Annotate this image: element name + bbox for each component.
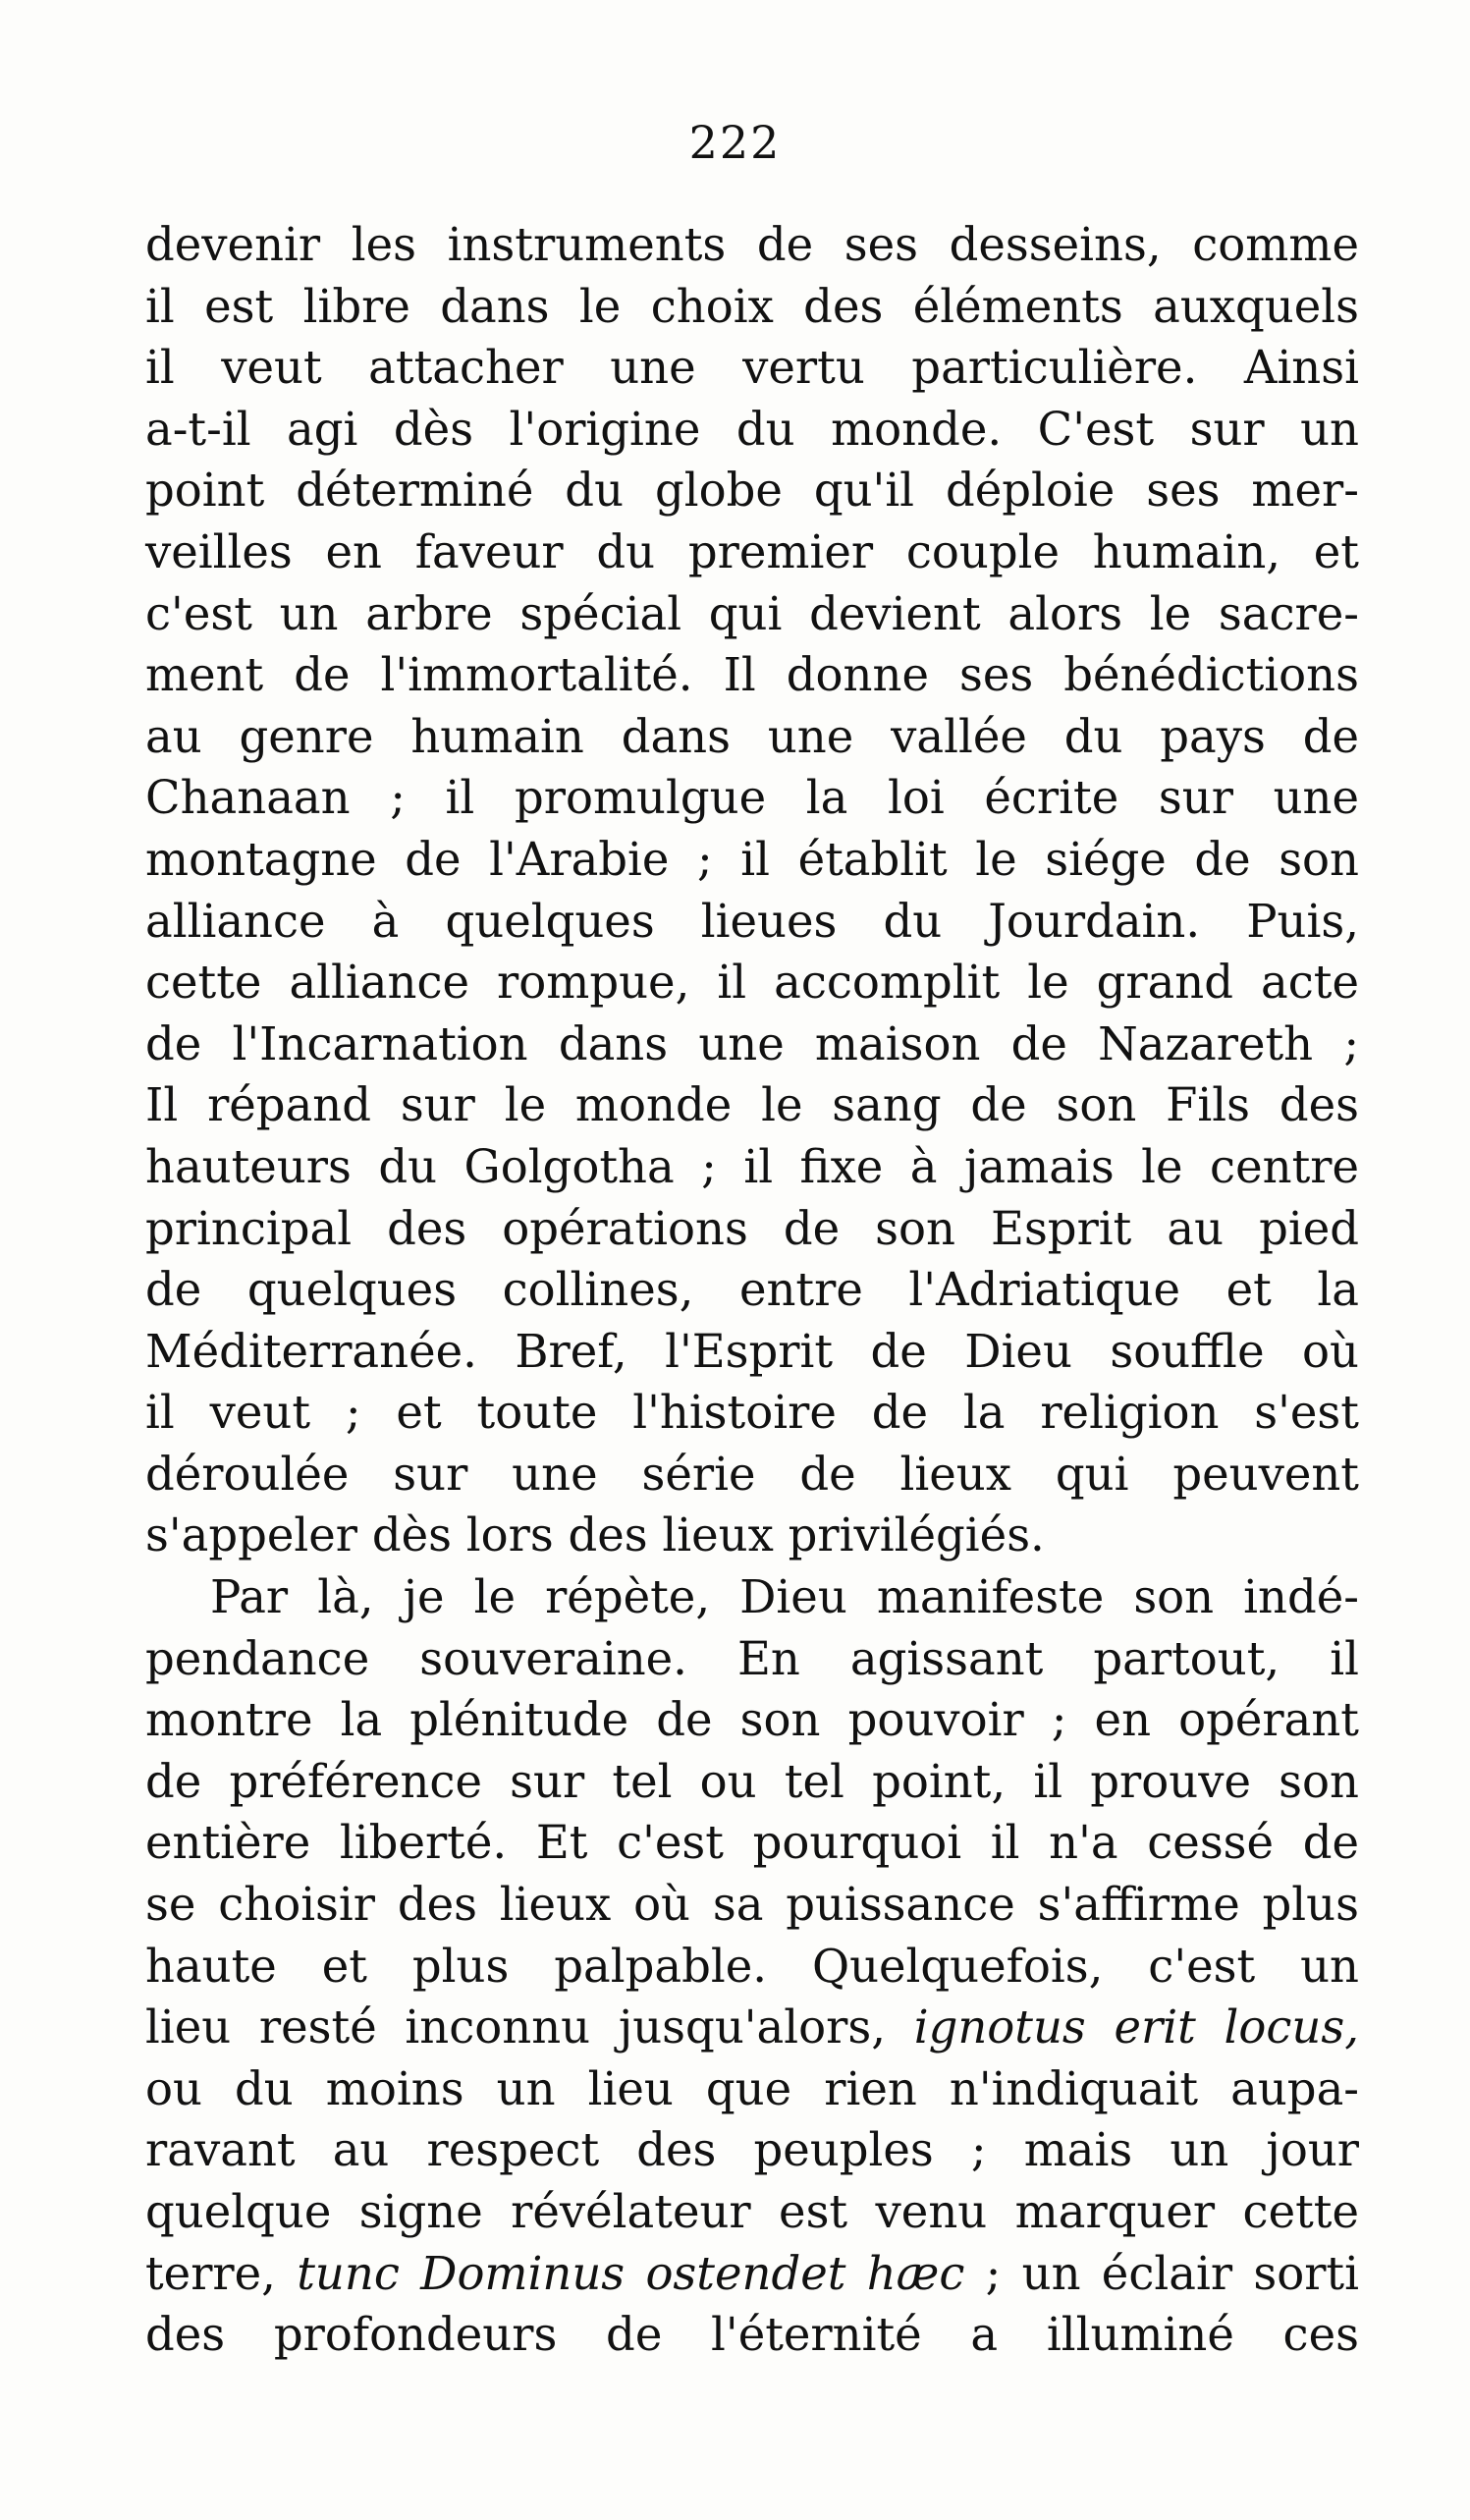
text-line: quelque signe révélateur est venu marquer cette bbox=[145, 2185, 1359, 2238]
text-line: de l'Incarnation dans une maison de Nazareth ; bbox=[145, 1016, 1359, 1070]
latin-quote: ignotus erit locus, bbox=[913, 2000, 1359, 2054]
text-line: cette alliance rompue, il accomplit le grand acte bbox=[145, 956, 1359, 1010]
text-line: hauteurs du Golgotha ; il fixe à jamais le centre bbox=[145, 1139, 1359, 1193]
text-line: Méditerranée. Bref, l'Esprit de Dieu souffle où bbox=[145, 1324, 1359, 1378]
text-segment: ; un éclair sorti bbox=[964, 2246, 1359, 2300]
latin-quote: tunc Dominus ostendet hæc bbox=[297, 2246, 965, 2300]
paragraph-2 bbox=[145, 1566, 1359, 2366]
text-line: ment de l'immortalité. Il donne ses bénédictions bbox=[145, 648, 1359, 702]
text-line: il veut attacher une vertu particulière. Ainsi bbox=[145, 341, 1359, 395]
text-line: Par là, je le répète, Dieu manifeste son indé- bbox=[210, 1570, 1359, 1624]
text-line: haute et plus palpable. Quelquefois, c'est un bbox=[145, 1939, 1359, 1993]
text-segment: lieu resté inconnu jusqu'alors, bbox=[145, 2000, 914, 2054]
text-line: ou du moins un lieu que rien n'indiquait aupa- bbox=[145, 2061, 1359, 2115]
text-line: devenir les instruments de ses desseins, comme bbox=[145, 218, 1359, 271]
text-line: se choisir des lieux où sa puissance s'affirme plus bbox=[145, 1878, 1359, 1932]
text-line: de quelques collines, entre l'Adriatique et la bbox=[145, 1263, 1359, 1317]
text-line: montre la plénitude de son pouvoir ; en opérant bbox=[145, 1693, 1359, 1747]
text-line: Il répand sur le monde le sang de son Fils des bbox=[145, 1078, 1359, 1132]
text-line: il veut ; et toute l'histoire de la religion s'est bbox=[145, 1386, 1359, 1440]
text-line: point déterminé du globe qu'il déploie ses mer- bbox=[145, 464, 1359, 518]
text-line: alliance à quelques lieues du Jourdain. Puis, bbox=[145, 894, 1359, 948]
text-line: entière liberté. Et c'est pourquoi il n'a cessé de bbox=[145, 1816, 1359, 1870]
text-line: veilles en faveur du premier couple humain, et bbox=[145, 524, 1359, 578]
text-line: a-t-il agi dès l'origine du monde. C'est sur un bbox=[145, 402, 1359, 456]
text-line: pendance souveraine. En agissant partout, il bbox=[145, 1631, 1359, 1685]
body-text bbox=[145, 214, 1359, 2366]
text-line-latin bbox=[145, 1997, 1359, 2058]
text-line: Chanaan ; il promulgue la loi écrite sur une bbox=[145, 771, 1359, 825]
text-line: des profondeurs de l'éternité a illuminé ces bbox=[145, 2308, 1359, 2362]
paragraph-1 bbox=[145, 214, 1359, 1566]
text-line: s'appeler dès lors des lieux privilégiés. bbox=[145, 1508, 1045, 1562]
text-line: de préférence sur tel ou tel point, il prouve son bbox=[145, 1754, 1359, 1808]
text-segment: terre, bbox=[145, 2246, 298, 2300]
text-line-latin bbox=[145, 2243, 1359, 2305]
text-line: montagne de l'Arabie ; il établit le siége de son bbox=[145, 832, 1359, 886]
text-line: il est libre dans le choix des éléments auxquels bbox=[145, 279, 1359, 333]
page-number: 222 bbox=[688, 116, 782, 169]
text-line: c'est un arbre spécial qui devient alors le sacre- bbox=[145, 586, 1359, 640]
text-line: déroulée sur une série de lieux qui peuvent bbox=[145, 1447, 1359, 1501]
text-line: principal des opérations de son Esprit au pied bbox=[145, 1201, 1359, 1255]
text-line: ravant au respect des peuples ; mais un jour bbox=[145, 2123, 1359, 2177]
text-line: au genre humain dans une vallée du pays de bbox=[145, 709, 1359, 763]
